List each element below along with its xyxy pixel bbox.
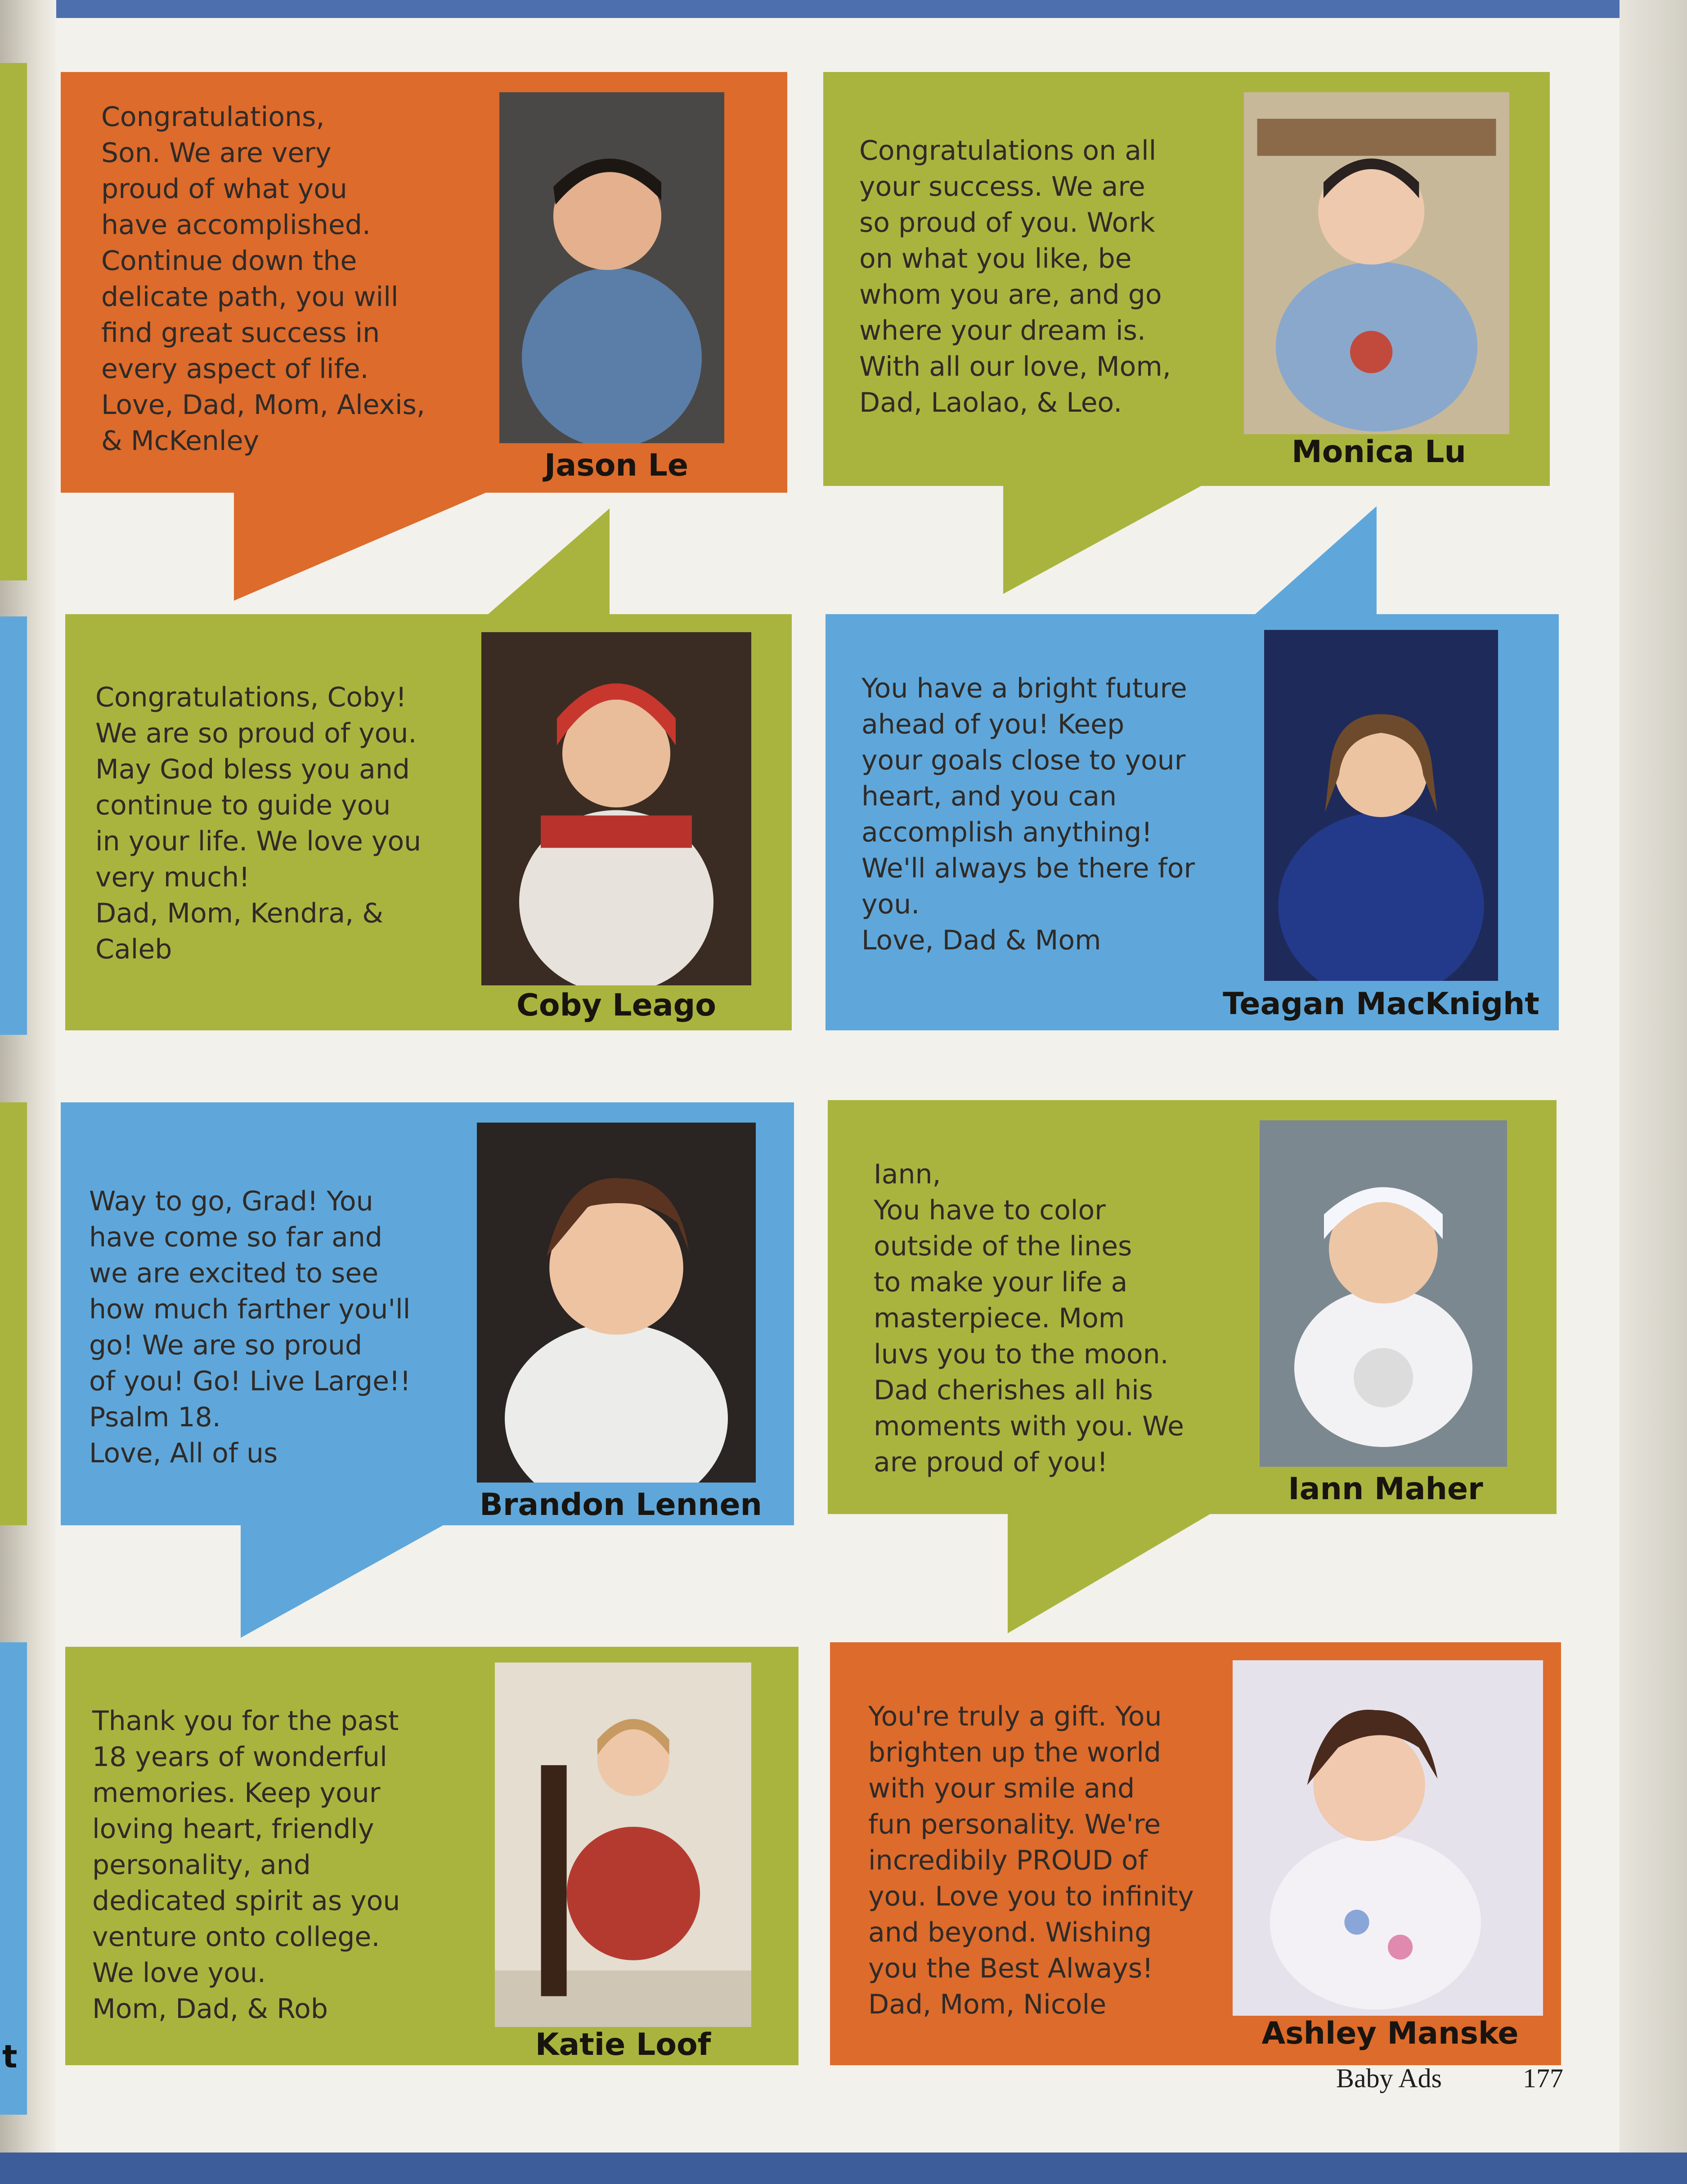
page-number: 177: [1523, 2063, 1563, 2093]
baby-name: Katie Loof: [535, 2027, 711, 2063]
ad-message: You're truly a gift. You brighten up the world with your smile and fun personality. We're incredibily PROUD of you. Love you to infinity and beyond. Wishing you the Best Always! Dad, Mom, Nicole: [868, 1701, 1194, 2020]
baby-name: Teagan MacKnight: [1223, 986, 1539, 1022]
baby-name: Monica Lu: [1292, 434, 1466, 470]
page-top-edge: [0, 0, 1687, 18]
baby-name: Ashley Manske: [1261, 2016, 1519, 2051]
ad-message: You have a bright future ahead of you! Keep your goals close to your heart, and you can accomplish anything! We'll always be there for you. Love, Dad & Mom: [861, 673, 1195, 956]
section-label: Baby Ads: [1336, 2063, 1442, 2093]
ad-message: Iann, You have to color outside of the lines to make your life a masterpiece. Mom luvs you to the moon. Dad cherishes all his moments with you. We are proud of you!: [874, 1159, 1184, 1478]
ad-message: Thank you for the past 18 years of wonderful memories. Keep your loving heart, friendly personality, and dedicated spirit as you venture onto college. We love you. Mom, Dad, & Rob: [92, 1705, 400, 2025]
baby-name: Brandon Lennen: [480, 1487, 762, 1523]
baby-name: Iann Maher: [1288, 1471, 1483, 1507]
baby-photo: [1244, 92, 1509, 434]
page-right-edge: [1620, 0, 1687, 2184]
spine-blue-strip: [0, 616, 27, 1035]
baby-photo: [499, 92, 724, 443]
spine-letter: t: [2, 2038, 18, 2075]
baby-photo: [1233, 1660, 1543, 2016]
speech-bubble-tail: [234, 493, 486, 601]
speech-bubble-tail: [241, 1525, 443, 1638]
baby-photo: [1264, 630, 1498, 981]
spine-green-strip: [0, 63, 27, 580]
page-bottom-edge: [0, 2153, 1687, 2184]
baby-photo: [481, 632, 751, 985]
spine-green-strip-2: [0, 1102, 27, 1525]
baby-photo: [1260, 1120, 1507, 1467]
baby-name: Jason Le: [544, 448, 688, 483]
ad-message: Way to go, Grad! You have come so far and we are excited to see how much farther you'll go! We are so proud of you! Go! Live Large!! Psalm 18. Love, All of us: [89, 1186, 411, 1469]
ad-message: Congratulations on all your success. We are so proud of you. Work on what you like, be whom you are, and go where your dream is. With all our love, Mom, Dad, Laolao, & Leo.: [859, 135, 1171, 418]
speech-bubble-tail: [488, 508, 610, 614]
baby-name: Coby Leago: [516, 988, 717, 1023]
speech-bubble-tail: [1008, 1514, 1210, 1633]
speech-bubble-tail: [1255, 506, 1377, 614]
baby-photo: [495, 1663, 751, 2027]
speech-bubble-tail: [1003, 486, 1201, 594]
ad-message: Congratulations, Son. We are very proud of what you have accomplished. Continue down the delicate path, you will find great success in every aspect of life. Love, Dad, Mom, Alexis, & McKenley: [101, 101, 425, 457]
baby-photo: [477, 1123, 756, 1483]
ad-message: Congratulations, Coby! We are so proud of you. May God bless you and continue to guide you in your life. We love you very much! Dad, Mom, Kendra, & Caleb: [95, 682, 422, 965]
